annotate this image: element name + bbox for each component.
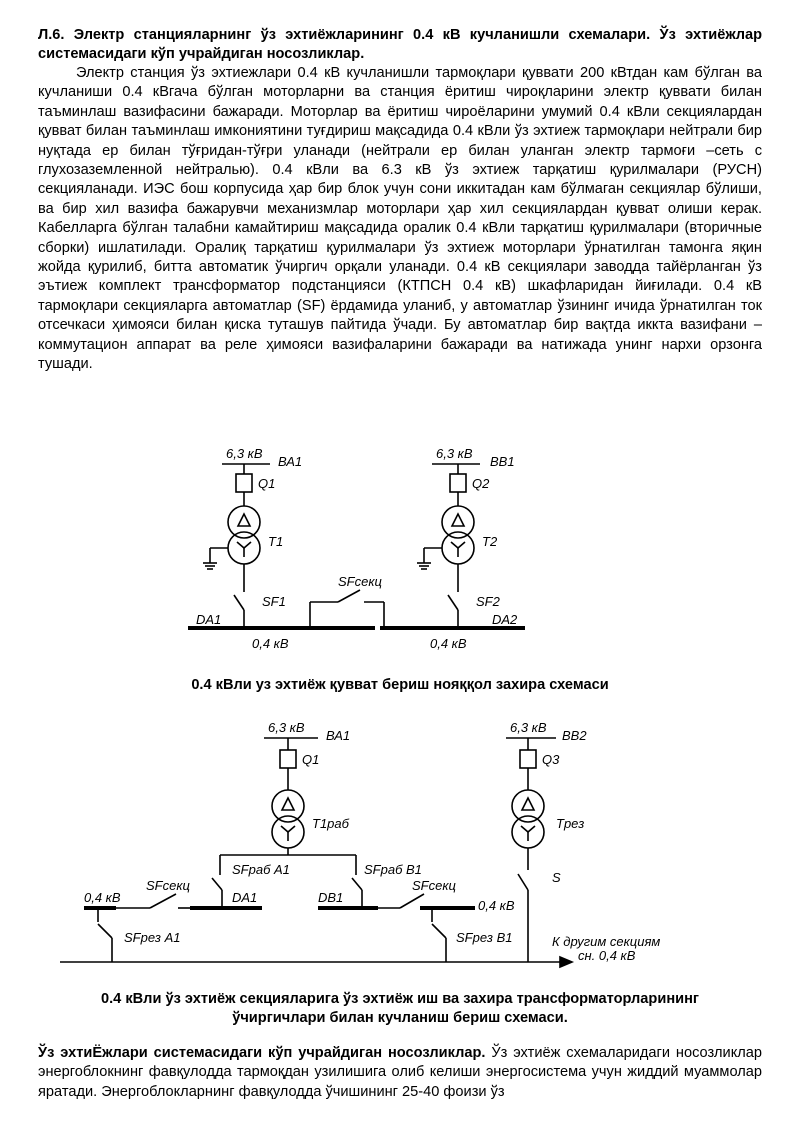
fig2-t1-rab: T1раб: [312, 816, 349, 831]
fig2-v04-right: 0,4 кВ: [478, 898, 515, 913]
fig1-v04-left: 0,4 кВ: [252, 636, 289, 651]
fig1-v04-right: 0,4 кВ: [430, 636, 467, 651]
figure2-caption-line1: 0.4 кВли ўз эхтиёж секцияларига ўз эхтиёж иш ва захира трансформаторларининг: [101, 991, 699, 1007]
fig2-bb2: ВВ2: [562, 728, 587, 743]
page-text: [38, 26, 762, 375]
fig1-da1: DA1: [196, 612, 222, 627]
figure2-diagram: [0, 710, 800, 980]
fig2-v-top-left: 6,3 кВ: [268, 720, 305, 735]
fig2-q3: Q3: [542, 752, 560, 767]
fig1-sf2: SF2: [476, 594, 500, 609]
fig2-sf-rab-b1: SFраб B1: [364, 862, 422, 877]
fig1-q2: Q2: [472, 476, 490, 491]
fig1-da2: DA2: [492, 612, 518, 627]
fig2-v-top-right: 6,3 кВ: [510, 720, 547, 735]
fig2-sf-sekts-right: SFсекц: [412, 878, 456, 893]
fig1-sf1: SF1: [262, 594, 286, 609]
fig2-sf-rez-b1: SFрез B1: [456, 930, 513, 945]
fig2-da1: DA1: [232, 890, 258, 905]
figure1-caption: 0.4 кВли уз эхтиёж қувват бериш нояққол захира схемаси: [191, 677, 609, 693]
fig2-other-sections-2: сн. 0,4 кВ: [578, 948, 636, 963]
fig2-db1: DB1: [318, 890, 344, 905]
fig2-ba1: ВА1: [326, 728, 351, 743]
fig2-other-sections-1: К другим секциям: [552, 934, 661, 949]
section-heading: Л.6. Электр станцияларнинг ўз эхтиёжларининг 0.4 кВ кучланишли схемалари. Ўз эхтиёжлар системасидаги кўп учрайдиган носозликлар.: [38, 27, 762, 62]
fig1-q1: Q1: [258, 476, 276, 491]
footer-paragraph: [38, 1044, 762, 1102]
intro-paragraph: Электр станция ўз эхтиежлари 0.4 кВ кучланишли тармоқлари қуввати 200 кВтдан кам бўлган ва кучланиши 0.4 кВгача бўлган моторларни ва станция ёритиш чироқларини электр қуввати билан таъминлаш вазифасини бажаради. Моторлар ва ёритиш чироёларини умумий 0.4 кВли секциялардан қувват билан таъминлаш имкониятини туғдириш мақсадида 0.4 кВли ўз эхтиеж тармоқлари нейтрали бир нуқтада ер билан тўғридан-тўғри уланади (нейтрали ер билан уланган электр тармоғи –сеть с глухозаземленной нейтралью). 0.4 кВли ва 6.3 кВ ўз эхтиеж тарқатиш қурилмалари (РУСН) секцияланади. ИЭС бош корпусида ҳар бир блок учун сони иккитадан кам бўлмаган секциялар бўлиши, ва бир хил вазифа бажарувчи механизмлар моторлари ҳар хил секциялардан қувват олиши керак. Кабелларга бўлган талабни камайтириш мақсадида оралик 0.4 кВли тарқатиш қурилмалари (вторичные сборки) ишлатилади. Оралиқ тарқатиш қурилмалари ўз эхтиеж моторлари ўрнатилган тамонга яқин жойда қурилиб, битта автоматик ўчиргич орқали уланади. 0.4 кВ секциялари заводда тайёрланган ўз эътиеж комплект трансформатор подстанцияси (КТПСН 0.4 кВ) шкафларидан йиғилади. 0.4 кВ тармоқлари секцияларга автоматлар (SF) ёрдамида уланиб, у автоматлар ўзининг ичида ўрнатилган ток отсечкаси ҳимояси билан қиска туташув пайтида ўчади. Бу автоматлар бир вақтда иккта вазифани – коммутацион аппарат ва реле ҳимояси вазифаларини бажаради ва натижада унинг нархи орзонга тушади.: [38, 65, 762, 373]
fig2-t-rez: Tрез: [556, 816, 585, 831]
fig1-v-left: 6,3 кВ: [226, 446, 263, 461]
fig2-q1: Q1: [302, 752, 320, 767]
fig1-bus-right: ВВ1: [490, 454, 515, 469]
fig1-t2: T2: [482, 534, 498, 549]
figure1-diagram: [0, 430, 800, 670]
fig2-sf-rab-a1: SFраб A1: [232, 862, 290, 877]
fig2-sf-rez-a1: SFрез A1: [124, 930, 181, 945]
fig2-v04-left: 0,4 кВ: [84, 890, 121, 905]
figure2-caption-line2: ўчиргичлари билан кучланиш бериш схемаси.: [232, 1010, 568, 1026]
fig2-s: S: [552, 870, 561, 885]
fig1-bus-left: ВА1: [278, 454, 303, 469]
fig1-sf-sekts: SFсекц: [338, 574, 382, 589]
fig2-sf-sekts-left: SFсекц: [146, 878, 190, 893]
fig1-v-right: 6,3 кВ: [436, 446, 473, 461]
footer-text: Ўз эхтиёж схемаларидаги носозликлар энергоблокнинг фавқулодда тармоқдан узилишига олиб келиши энергосистема учун жиддий муаммолар яратади. Энергоблокларнинг фавқулодда ўчишининг 25-40 фоизи ўз: [38, 1045, 762, 1100]
footer-bold-heading: Ўз эхтиЁжлари системасидаги кўп учрайдиган носозликлар.: [38, 1045, 486, 1061]
fig1-t1: T1: [268, 534, 284, 549]
